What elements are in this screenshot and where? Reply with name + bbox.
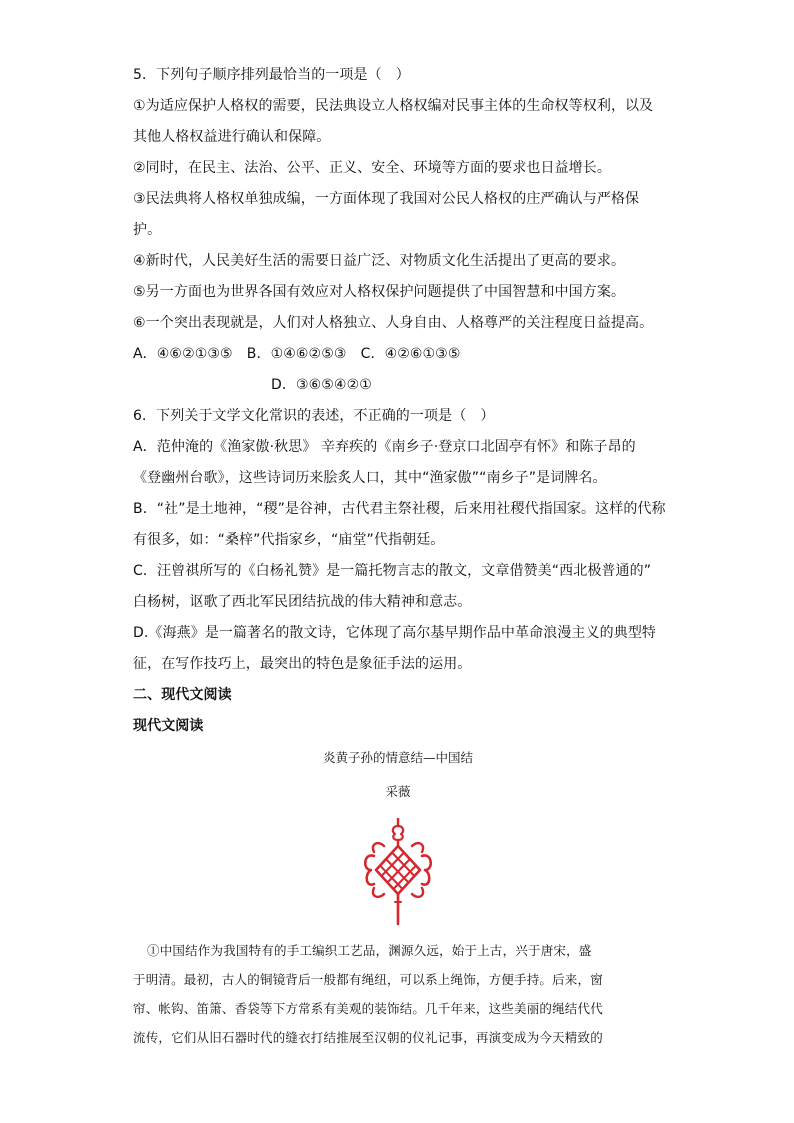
question-5-options-abc: A．④⑥②①③⑤ B．①④⑥②⑤③ C．④②⑥①③⑤ (133, 346, 461, 362)
article-paragraph-1-line-2: 于明清。最初，古人的铜镜背后一般都有绳纽，可以系上绳饰，方便手持。后来，窗 (133, 972, 603, 987)
question-5-stem: 5．下列句子顺序排列最恰当的一项是（ ） (133, 67, 410, 83)
sentence-1-line-2: 其他人格权益进行确认和保障。 (133, 129, 331, 145)
question-6-stem: 6．下列关于文学文化常识的表述，不正确的一项是（ ） (133, 408, 495, 424)
document-content (133, 60, 666, 1052)
chinese-knot-icon (362, 818, 434, 926)
article (133, 748, 663, 1052)
article-paragraph-1-line-4: 流传，它们从旧石器时代的缝衣打结推展至汉朝的仪礼记事，再演变成为今天精致的 (133, 1030, 603, 1045)
section-subheading: 现代文阅读 (133, 718, 204, 734)
option-c-line-2: 白杨树，讴歌了西北军民团结抗战的伟大精神和意志。 (133, 594, 472, 610)
question-6 (133, 401, 666, 680)
sentence-5: ⑤另一方面也为世界各国有效应对人格权保护问题提供了中国智慧和中国方案。 (133, 284, 626, 300)
question-5 (133, 60, 663, 401)
sentence-3-line-2: 护。 (133, 222, 162, 238)
sentence-6: ⑥一个突出表现就是，人们对人格独立、人身自由、人格尊严的关注程度日益提高。 (133, 315, 654, 331)
question-5-option-d: D．③⑥⑤④②① (271, 377, 372, 393)
section-heading: 二、现代文阅读 (133, 687, 232, 703)
sentence-3-line-1: ③民法典将人格权单独成编，一方面体现了我国对公民人格权的庄严确认与严格保 (133, 191, 640, 207)
article-title: 炎黄子孙的情意结—中国结 (322, 750, 473, 765)
article-body (133, 936, 663, 1052)
sentence-2: ②同时，在民主、法治、公平、正义、安全、环境等方面的要求也日益增长。 (133, 160, 611, 176)
article-paragraph-1-line-3: 帘、帐钩、笛箫、香袋等下方常系有美观的装饰结。几千年来，这些美丽的绳结代代 (133, 1001, 603, 1016)
option-b-line-2: 有很多，如：“桑梓”代指家乡，“庙堂”代指朝廷。 (133, 532, 445, 548)
article-paragraph-1-line-1: ①中国结作为我国特有的手工编织工艺品，渊源久远，始于上古，兴于唐宋，盛 (147, 943, 592, 958)
option-b-line-1: B．“社”是土地神，“稷”是谷神，古代君主祭社稷，后来用社稷代指国家。这样的代称 (133, 501, 666, 517)
option-d-line-1: D.《海燕》是一篇著名的散文诗，它体现了高尔基早期作品中革命浪漫主义的典型特 (133, 625, 657, 641)
option-d-line-2: 征，在写作技巧上，最突出的特色是象征手法的运用。 (133, 656, 472, 672)
sentence-4: ④新时代，人民美好生活的需要日益广泛、对物质文化生活提出了更高的要求。 (133, 253, 626, 269)
sentence-1-line-1: ①为适应保护人格权的需要，民法典设立人格权编对民事主体的生命权等权利，以及 (133, 98, 654, 114)
option-a-line-2: 《登幽州台歌》，这些诗词历来脍炙人口，其中“渔家傲”“南乡子”是词牌名。 (133, 470, 607, 486)
chinese-knot-figure (133, 818, 663, 926)
option-a-line-1: A．范仲淹的《渔家傲·秋思》 辛弃疾的《南乡子·登京口北固亭有怀》和陈子昂的 (133, 439, 636, 455)
option-c-line-1: C．汪曾祺所写的《白杨礼赞》是一篇托物言志的散文，文章借赞美“西北极普通的” (133, 563, 652, 579)
article-author: 采薇 (385, 784, 411, 799)
